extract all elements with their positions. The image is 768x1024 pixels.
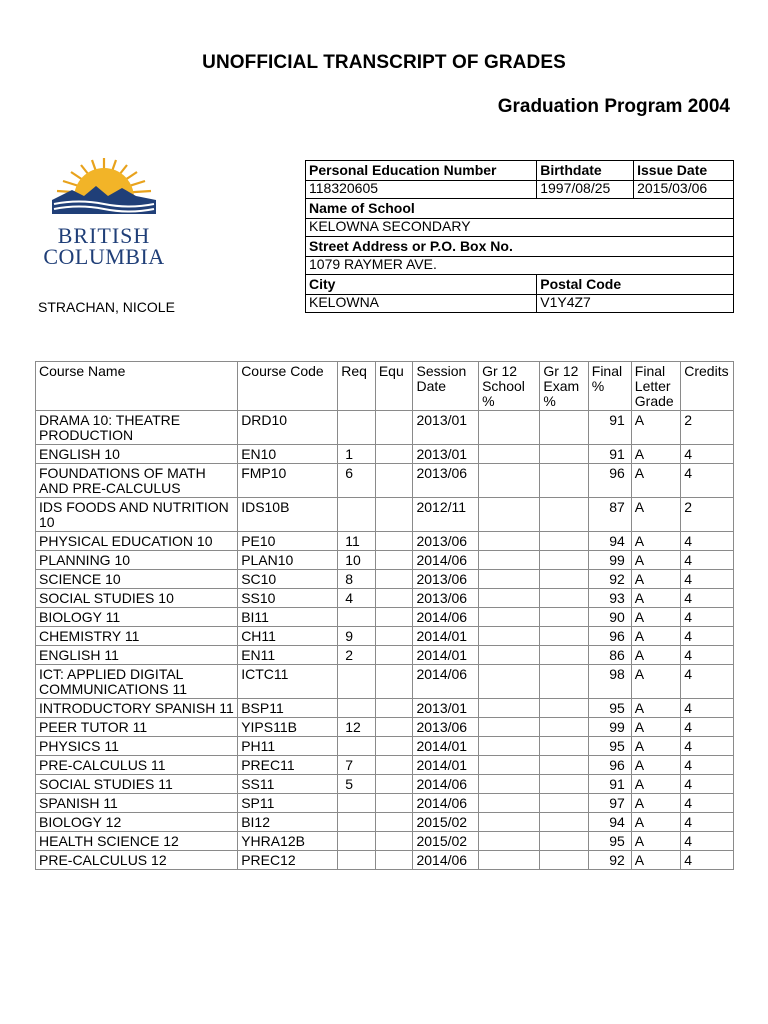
course-name: SPANISH 11 (36, 794, 238, 813)
gr12-exam (540, 813, 588, 832)
course-code: DRD10 (238, 411, 338, 445)
gr12-exam (540, 832, 588, 851)
equ (375, 589, 413, 608)
final-percent: 96 (588, 464, 631, 498)
table-row (36, 608, 734, 627)
course-name: FOUNDATIONS OF MATH AND PRE-CALCULUS (36, 464, 238, 498)
equ (375, 665, 413, 699)
equ (375, 411, 413, 445)
course-code: SP11 (238, 794, 338, 813)
credits: 4 (681, 464, 734, 498)
course-name: ENGLISH 10 (36, 445, 238, 464)
gr12-exam (540, 498, 588, 532)
final-letter: A (631, 646, 680, 665)
gr12-exam (540, 464, 588, 498)
issue-date-label: Issue Date (634, 161, 734, 181)
equ (375, 570, 413, 589)
course-name: SOCIAL STUDIES 10 (36, 589, 238, 608)
equ (375, 627, 413, 646)
final-letter: A (631, 665, 680, 699)
session-date: 2014/01 (413, 646, 479, 665)
session-date: 2013/01 (413, 445, 479, 464)
final-percent: 99 (588, 551, 631, 570)
equ (375, 851, 413, 870)
gr12-exam (540, 608, 588, 627)
issue-date-value: 2015/03/06 (634, 181, 734, 199)
gr12-school (479, 411, 540, 445)
final-letter: A (631, 445, 680, 464)
final-letter: A (631, 608, 680, 627)
final-percent: 94 (588, 813, 631, 832)
address-value: 1079 RAYMER AVE. (306, 257, 734, 275)
credits: 4 (681, 718, 734, 737)
final-letter: A (631, 718, 680, 737)
course-code: PREC11 (238, 756, 338, 775)
course-code: BSP11 (238, 699, 338, 718)
session-date: 2012/11 (413, 498, 479, 532)
course-code: EN10 (238, 445, 338, 464)
req: 5 (338, 775, 376, 794)
header-session-date: Session Date (413, 362, 479, 411)
table-row (36, 411, 734, 445)
session-date: 2013/01 (413, 699, 479, 718)
postal-code-value: V1Y4Z7 (537, 295, 734, 313)
final-letter: A (631, 737, 680, 756)
table-row (36, 775, 734, 794)
course-name: CHEMISTRY 11 (36, 627, 238, 646)
logo-text-columbia: COLUMBIA (43, 244, 165, 269)
credits: 4 (681, 608, 734, 627)
final-letter: A (631, 794, 680, 813)
table-row (36, 665, 734, 699)
session-date: 2014/01 (413, 627, 479, 646)
credits: 4 (681, 551, 734, 570)
gr12-exam (540, 851, 588, 870)
final-percent: 95 (588, 832, 631, 851)
student-name: STRACHAN, NICOLE (38, 299, 175, 315)
course-code: PLAN10 (238, 551, 338, 570)
final-letter: A (631, 570, 680, 589)
final-letter: A (631, 756, 680, 775)
gr12-exam (540, 794, 588, 813)
final-percent: 94 (588, 532, 631, 551)
equ (375, 699, 413, 718)
credits: 4 (681, 775, 734, 794)
equ (375, 832, 413, 851)
credits: 4 (681, 570, 734, 589)
credits: 4 (681, 665, 734, 699)
table-row (36, 737, 734, 756)
gr12-school (479, 832, 540, 851)
equ (375, 532, 413, 551)
table-row (36, 718, 734, 737)
gr12-school (479, 498, 540, 532)
gr12-school (479, 699, 540, 718)
course-name: INTRODUCTORY SPANISH 11 (36, 699, 238, 718)
bc-logo (34, 156, 174, 271)
final-percent: 97 (588, 794, 631, 813)
credits: 4 (681, 445, 734, 464)
equ (375, 737, 413, 756)
student-info-table (305, 160, 734, 313)
equ (375, 608, 413, 627)
req (338, 699, 376, 718)
session-date: 2015/02 (413, 832, 479, 851)
header-req: Req (338, 362, 376, 411)
course-code: CH11 (238, 627, 338, 646)
gr12-school (479, 794, 540, 813)
table-row (36, 851, 734, 870)
birthdate-label: Birthdate (537, 161, 634, 181)
table-header-row (36, 362, 734, 411)
gr12-school (479, 646, 540, 665)
gr12-school (479, 551, 540, 570)
req (338, 851, 376, 870)
equ (375, 464, 413, 498)
session-date: 2014/06 (413, 775, 479, 794)
req: 2 (338, 646, 376, 665)
course-name: PRE-CALCULUS 12 (36, 851, 238, 870)
req (338, 411, 376, 445)
session-date: 2013/01 (413, 411, 479, 445)
final-letter: A (631, 411, 680, 445)
session-date: 2013/06 (413, 532, 479, 551)
final-percent: 99 (588, 718, 631, 737)
gr12-exam (540, 532, 588, 551)
pen-label: Personal Education Number (306, 161, 537, 181)
req: 7 (338, 756, 376, 775)
session-date: 2013/06 (413, 589, 479, 608)
gr12-exam (540, 646, 588, 665)
course-name: PRE-CALCULUS 11 (36, 756, 238, 775)
final-percent: 95 (588, 737, 631, 756)
equ (375, 775, 413, 794)
course-code: YHRA12B (238, 832, 338, 851)
course-code: BI12 (238, 813, 338, 832)
req (338, 813, 376, 832)
equ (375, 646, 413, 665)
gr12-exam (540, 756, 588, 775)
course-name: ICT: APPLIED DIGITAL COMMUNICATIONS 11 (36, 665, 238, 699)
course-name: BIOLOGY 12 (36, 813, 238, 832)
final-percent: 98 (588, 665, 631, 699)
table-row (36, 464, 734, 498)
req (338, 498, 376, 532)
gr12-school (479, 813, 540, 832)
course-name: HEALTH SCIENCE 12 (36, 832, 238, 851)
gr12-school (479, 775, 540, 794)
gr12-school (479, 589, 540, 608)
gr12-exam (540, 445, 588, 464)
city-label: City (306, 275, 537, 295)
final-letter: A (631, 699, 680, 718)
session-date: 2014/01 (413, 756, 479, 775)
final-percent: 95 (588, 699, 631, 718)
final-percent: 92 (588, 851, 631, 870)
session-date: 2013/06 (413, 718, 479, 737)
gr12-exam (540, 589, 588, 608)
school-label: Name of School (306, 199, 734, 219)
address-label: Street Address or P.O. Box No. (306, 237, 734, 257)
equ (375, 794, 413, 813)
credits: 4 (681, 832, 734, 851)
session-date: 2013/06 (413, 570, 479, 589)
final-letter: A (631, 532, 680, 551)
gr12-exam (540, 699, 588, 718)
course-code: YIPS11B (238, 718, 338, 737)
pen-value: 118320605 (306, 181, 537, 199)
req: 10 (338, 551, 376, 570)
header-course-code: Course Code (238, 362, 338, 411)
gr12-exam (540, 570, 588, 589)
equ (375, 498, 413, 532)
table-row (36, 832, 734, 851)
req (338, 737, 376, 756)
table-row (36, 756, 734, 775)
course-code: BI11 (238, 608, 338, 627)
session-date: 2014/06 (413, 551, 479, 570)
table-row (36, 532, 734, 551)
req: 1 (338, 445, 376, 464)
table-row (36, 445, 734, 464)
equ (375, 551, 413, 570)
city-value: KELOWNA (306, 295, 537, 313)
session-date: 2015/02 (413, 813, 479, 832)
course-code: PH11 (238, 737, 338, 756)
credits: 4 (681, 532, 734, 551)
gr12-school (479, 445, 540, 464)
final-percent: 87 (588, 498, 631, 532)
final-letter: A (631, 813, 680, 832)
final-letter: A (631, 832, 680, 851)
final-percent: 96 (588, 756, 631, 775)
table-row (36, 794, 734, 813)
header-equ: Equ (375, 362, 413, 411)
table-row (36, 646, 734, 665)
course-name: PEER TUTOR 11 (36, 718, 238, 737)
header-course-name: Course Name (36, 362, 238, 411)
equ (375, 756, 413, 775)
gr12-exam (540, 627, 588, 646)
session-date: 2014/06 (413, 794, 479, 813)
final-percent: 91 (588, 445, 631, 464)
table-row (36, 570, 734, 589)
equ (375, 813, 413, 832)
credits: 4 (681, 737, 734, 756)
postal-code-label: Postal Code (537, 275, 734, 295)
header-gr12-school: Gr 12 School % (479, 362, 540, 411)
equ (375, 718, 413, 737)
req: 12 (338, 718, 376, 737)
gr12-school (479, 464, 540, 498)
req (338, 608, 376, 627)
credits: 4 (681, 699, 734, 718)
table-row (36, 627, 734, 646)
credits: 4 (681, 756, 734, 775)
req: 11 (338, 532, 376, 551)
credits: 4 (681, 646, 734, 665)
credits: 4 (681, 794, 734, 813)
req: 8 (338, 570, 376, 589)
gr12-exam (540, 551, 588, 570)
credits: 2 (681, 411, 734, 445)
table-row (36, 813, 734, 832)
table-row (36, 699, 734, 718)
gr12-school (479, 532, 540, 551)
final-percent: 93 (588, 589, 631, 608)
course-code: SC10 (238, 570, 338, 589)
credits: 4 (681, 851, 734, 870)
gr12-school (479, 570, 540, 589)
course-code: IDS10B (238, 498, 338, 532)
final-letter: A (631, 589, 680, 608)
table-row (36, 589, 734, 608)
final-percent: 92 (588, 570, 631, 589)
session-date: 2013/06 (413, 464, 479, 498)
session-date: 2014/06 (413, 665, 479, 699)
gr12-exam (540, 737, 588, 756)
course-name: SOCIAL STUDIES 11 (36, 775, 238, 794)
header-final-percent: Final % (588, 362, 631, 411)
document-title: UNOFFICIAL TRANSCRIPT OF GRADES (202, 52, 566, 73)
final-percent: 90 (588, 608, 631, 627)
final-letter: A (631, 498, 680, 532)
course-code: FMP10 (238, 464, 338, 498)
course-code: PREC12 (238, 851, 338, 870)
table-row (36, 498, 734, 532)
header-credits: Credits (681, 362, 734, 411)
final-letter: A (631, 551, 680, 570)
course-name: IDS FOODS AND NUTRITION 10 (36, 498, 238, 532)
final-percent: 91 (588, 775, 631, 794)
gr12-school (479, 718, 540, 737)
course-name: SCIENCE 10 (36, 570, 238, 589)
course-code: ICTC11 (238, 665, 338, 699)
equ (375, 445, 413, 464)
course-name: PHYSICS 11 (36, 737, 238, 756)
gr12-exam (540, 775, 588, 794)
req (338, 832, 376, 851)
gr12-school (479, 737, 540, 756)
final-letter: A (631, 464, 680, 498)
final-letter: A (631, 775, 680, 794)
final-letter: A (631, 627, 680, 646)
gr12-school (479, 665, 540, 699)
gr12-school (479, 851, 540, 870)
req: 4 (338, 589, 376, 608)
credits: 4 (681, 627, 734, 646)
header-final-letter: Final Letter Grade (631, 362, 680, 411)
credits: 4 (681, 589, 734, 608)
table-row (36, 551, 734, 570)
course-name: PHYSICAL EDUCATION 10 (36, 532, 238, 551)
gr12-exam (540, 411, 588, 445)
course-name: DRAMA 10: THEATRE PRODUCTION (36, 411, 238, 445)
course-code: EN11 (238, 646, 338, 665)
gr12-school (479, 756, 540, 775)
session-date: 2014/01 (413, 737, 479, 756)
gr12-exam (540, 665, 588, 699)
logo-text-british: BRITISH (57, 223, 151, 248)
session-date: 2014/06 (413, 608, 479, 627)
req (338, 794, 376, 813)
graduation-program: Graduation Program 2004 (497, 96, 730, 117)
req: 9 (338, 627, 376, 646)
final-percent: 91 (588, 411, 631, 445)
credits: 2 (681, 498, 734, 532)
gr12-school (479, 627, 540, 646)
credits: 4 (681, 813, 734, 832)
course-name: BIOLOGY 11 (36, 608, 238, 627)
req (338, 665, 376, 699)
course-name: PLANNING 10 (36, 551, 238, 570)
final-percent: 96 (588, 627, 631, 646)
session-date: 2014/06 (413, 851, 479, 870)
course-code: PE10 (238, 532, 338, 551)
final-percent: 86 (588, 646, 631, 665)
birthdate-value: 1997/08/25 (537, 181, 634, 199)
course-code: SS10 (238, 589, 338, 608)
course-name: ENGLISH 11 (36, 646, 238, 665)
req: 6 (338, 464, 376, 498)
courses-table (35, 361, 734, 870)
gr12-school (479, 608, 540, 627)
course-code: SS11 (238, 775, 338, 794)
gr12-exam (540, 718, 588, 737)
header-gr12-exam: Gr 12 Exam % (540, 362, 588, 411)
final-letter: A (631, 851, 680, 870)
school-value: KELOWNA SECONDARY (306, 219, 734, 237)
